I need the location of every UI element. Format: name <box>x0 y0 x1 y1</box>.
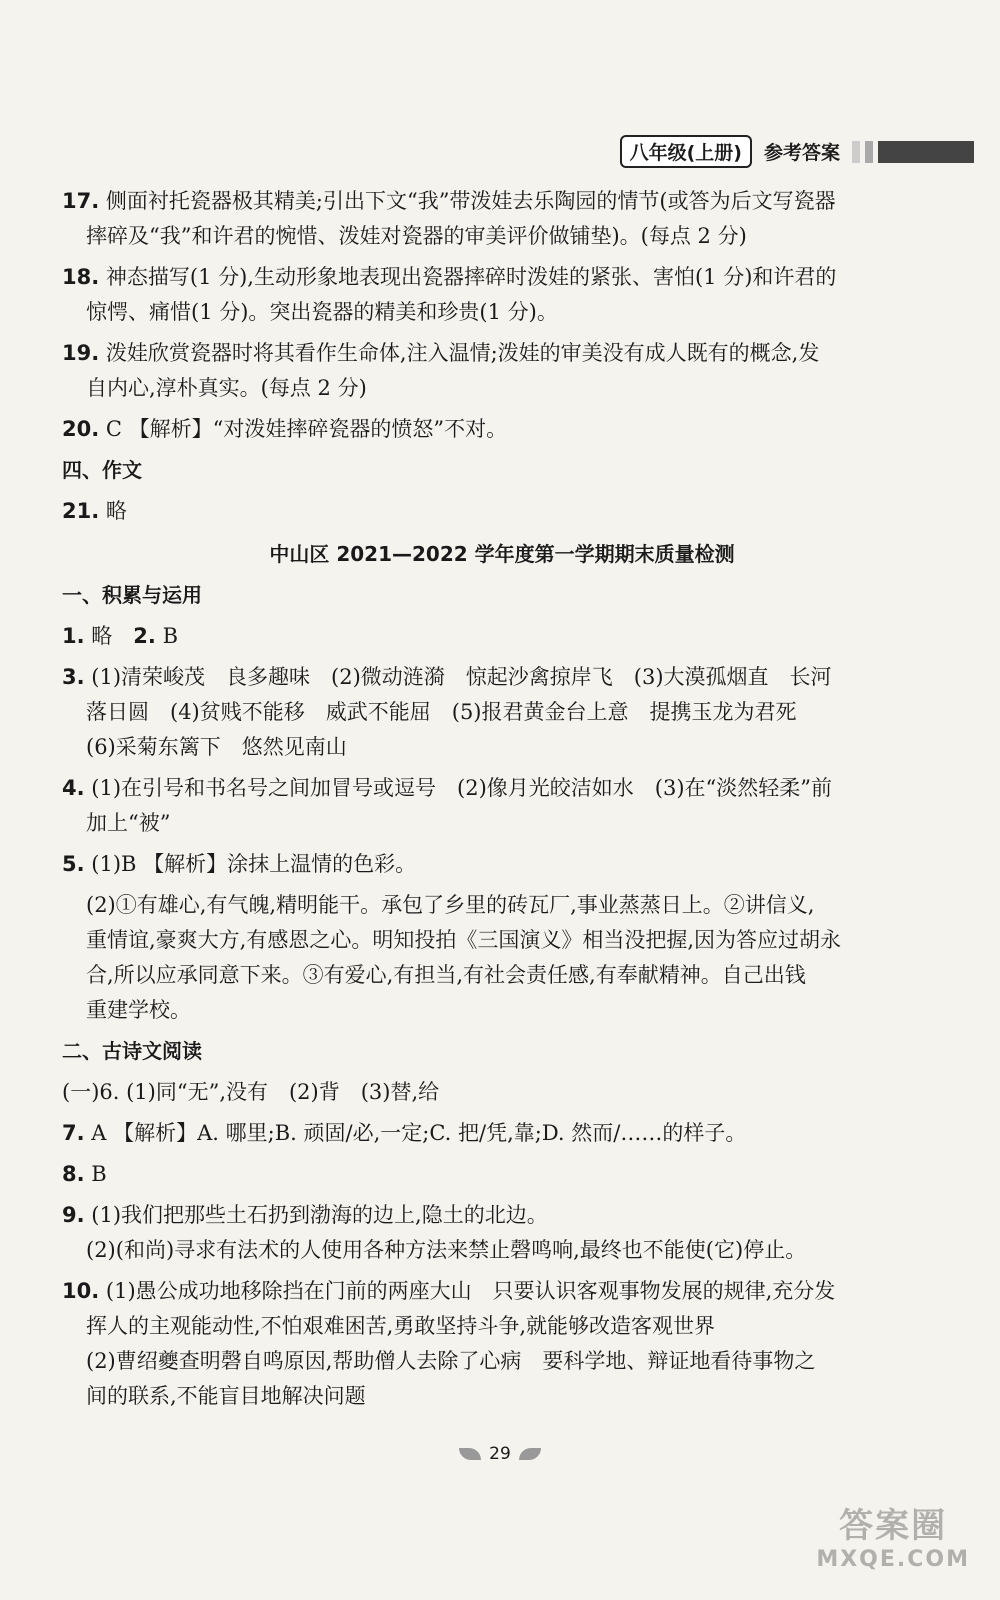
page-footer <box>0 1444 1000 1464</box>
q19-line1: 19. 泼娃欣赏瓷器时将其看作生命体,注入温情;泼娃的审美没有成人既有的概念,发 <box>62 341 820 365</box>
q18-line1: 18. 神态描写(1 分),生动形象地表现出瓷器摔碎时泼娃的紧张、害怕(1 分)和许君的 <box>62 265 837 289</box>
section-accumulation: 一、积累与运用 <box>62 583 202 607</box>
header-title: 参考答案 <box>763 142 840 164</box>
exam-section-title: 中山区 2021—2022 学年度第一学期期末质量检测 <box>269 542 735 566</box>
q5-line3: 重情谊,豪爽大方,有感恩之心。明知投拍《三国演义》相当没把握,因为答应过胡永 <box>86 928 842 952</box>
header-decoration <box>852 141 974 163</box>
q4-line2: 加上“被” <box>86 811 171 835</box>
section-composition: 四、作文 <box>62 458 142 482</box>
q18-line2: 惊愕、痛惜(1 分)。突出瓷器的精美和珍贵(1 分)。 <box>86 300 558 324</box>
q10-line1: 10. (1)愚公成功地移除挡在门前的两座大山 只要认识客观事物发展的规律,充分发 <box>62 1279 836 1303</box>
q1-q2-line: 1. 略 2. B <box>62 624 178 648</box>
q3-line1: 3. (1)清荣峻茂 良多趣味 (2)微动涟漪 惊起沙禽掠岸飞 (3)大漠孤烟直 长河 <box>62 665 832 689</box>
q9-line1: 9. (1)我们把那些土石扔到渤海的边上,隐土的北边。 <box>62 1203 548 1227</box>
q5-line2: (2)①有雄心,有气魄,精明能干。承包了乡里的砖瓦厂,事业蒸蒸日上。②讲信义, <box>86 893 815 917</box>
leaf-right-icon <box>519 1448 541 1460</box>
q20-line: 20. C 【解析】“对泼娃摔碎瓷器的愤怒”不对。 <box>62 417 508 441</box>
q19-line2: 自内心,淳朴真实。(每点 2 分) <box>86 376 367 400</box>
watermark-top: 答案圈 <box>839 1506 948 1546</box>
q6-line: (一)6. (1)同“无”,没有 (2)背 (3)替,给 <box>62 1080 440 1104</box>
q3-line3: (6)采菊东篱下 悠然见南山 <box>86 735 347 759</box>
q5-line5: 重建学校。 <box>86 998 191 1022</box>
q17-line2: 摔碎及“我”和许君的惋惜、泼娃对瓷器的审美评价做铺垫)。(每点 2 分) <box>86 224 747 248</box>
watermark-bottom: MXQE.COM <box>816 1547 970 1572</box>
q9-line2: (2)(和尚)寻求有法术的人使用各种方法来禁止磬鸣响,最终也不能使(它)停止。 <box>86 1238 807 1262</box>
page-header <box>620 135 974 168</box>
q3-line2: 落日圆 (4)贫贱不能移 威武不能屈 (5)报君黄金台上意 提携玉龙为君死 <box>86 700 797 724</box>
q7-line: 7. A 【解析】A. 哪里;B. 顽固/必,一定;C. 把/凭,靠;D. 然而/……的样子。 <box>62 1121 747 1145</box>
q8-line: 8. B <box>62 1162 107 1186</box>
answer-content <box>62 184 942 1414</box>
leaf-left-icon <box>459 1448 481 1460</box>
q17-line1: 17. 侧面衬托瓷器极其精美;引出下文“我”带泼娃去乐陶园的情节(或答为后文写瓷器 <box>62 189 836 213</box>
section-classical-reading: 二、古诗文阅读 <box>62 1039 202 1063</box>
watermark-logo <box>816 1498 970 1572</box>
q10-line3: (2)曹绍夔查明磬自鸣原因,帮助僧人去除了心病 要科学地、辩证地看待事物之 <box>86 1349 816 1373</box>
page-number: 29 <box>489 1444 511 1464</box>
q5-line1: 5. (1)B 【解析】涂抹上温情的色彩。 <box>62 852 417 876</box>
q5-line4: 合,所以应承同意下来。③有爱心,有担当,有社会责任感,有奉献精神。自己出钱 <box>86 963 806 987</box>
q21-line: 21. 略 <box>62 499 127 523</box>
q10-line4: 间的联系,不能盲目地解决问题 <box>86 1384 366 1408</box>
q10-line2: 挥人的主观能动性,不怕艰难困苦,勇敢坚持斗争,就能够改造客观世界 <box>86 1314 716 1338</box>
grade-tag: 八年级(上册) <box>620 135 752 168</box>
q4-line1: 4. (1)在引号和书名号之间加冒号或逗号 (2)像月光皎洁如水 (3)在“淡然轻柔”前 <box>62 776 832 800</box>
